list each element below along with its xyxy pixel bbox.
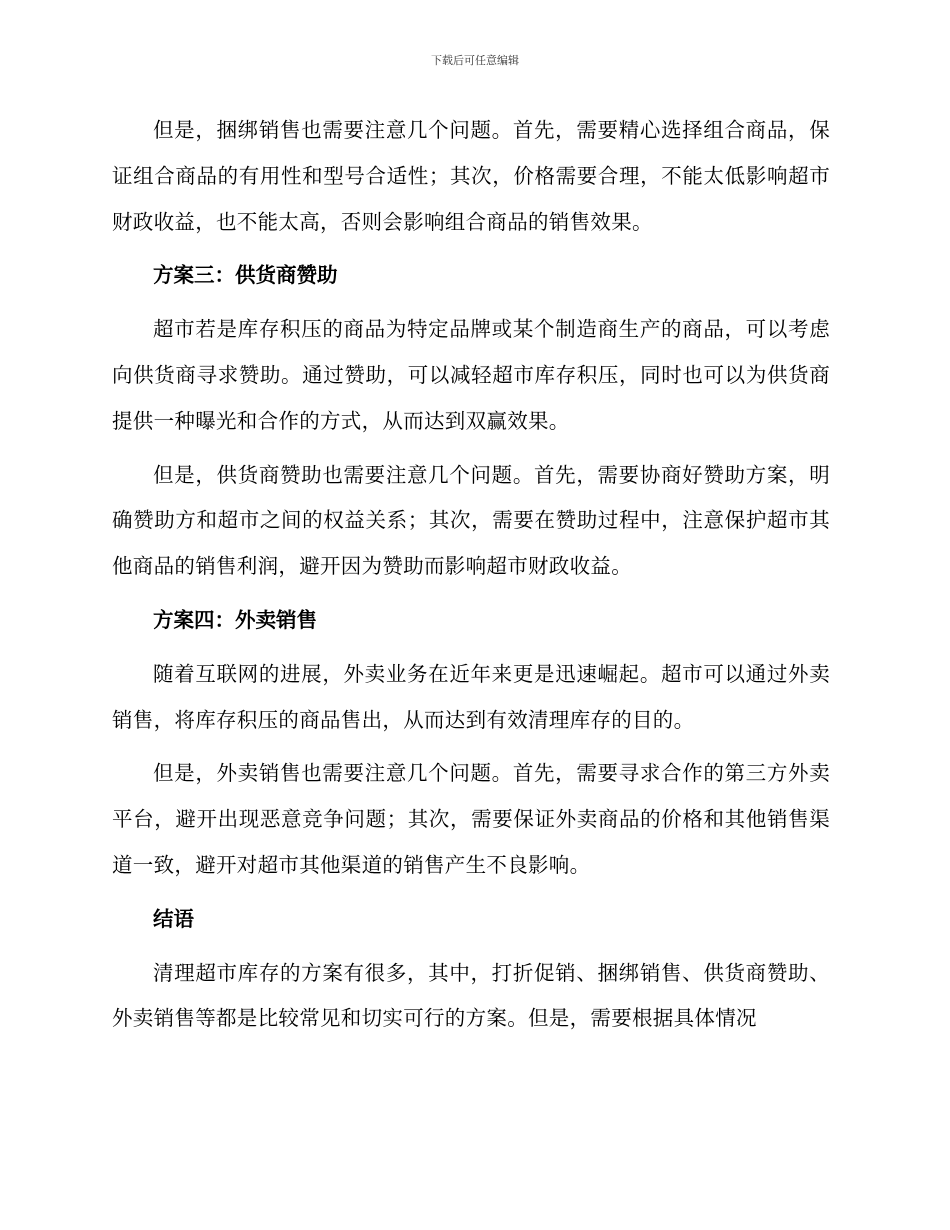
- section-heading-conclusion: 结语: [153, 906, 194, 931]
- page-header: 下载后可任意编辑: [431, 54, 519, 67]
- section-heading-supplier-sponsorship: 方案三：供货商赞助: [153, 263, 338, 288]
- paragraph-supplier-sponsorship: 超市若是库存积压的商品为特定品牌或某个制造商生产的商品，可以考虑向供货商寻求赞助。通过赞助，可以减轻超市库存积压，同时也可以为供货商提供一种曝光和合作的方式，从而达到双赢效果。: [112, 317, 830, 433]
- paragraph-bundle-sales-cautions: 但是，捆绑销售也需要注意几个问题。首先，需要精心选择组合商品，保证组合商品的有用性和型号合适性；其次，价格需要合理，不能太低影响超市财政收益，也不能太高，否则会影响组合商品的销售效果。: [112, 118, 830, 234]
- paragraph-conclusion: 清理超市库存的方案有很多，其中，打折促销、捆绑销售、供货商赞助、外卖销售等都是比较常见和切实可行的方案。但是，需要根据具体情况: [112, 960, 830, 1031]
- section-heading-takeout-sales: 方案四：外卖销售: [153, 607, 317, 632]
- paragraph-takeout-sales: 随着互联网的进展，外卖业务在近年来更是迅速崛起。超市可以通过外卖销售，将库存积压的商品售出，从而达到有效清理库存的目的。: [112, 661, 830, 732]
- paragraph-supplier-sponsorship-cautions: 但是，供货商赞助也需要注意几个问题。首先，需要协商好赞助方案，明确赞助方和超市之间的权益关系；其次，需要在赞助过程中，注意保护超市其他商品的销售利润，避开因为赞助而影响超市财政收益。: [112, 462, 830, 579]
- document-body: [112, 108, 830, 1050]
- paragraph-takeout-sales-cautions: 但是，外卖销售也需要注意几个问题。首先，需要寻求合作的第三方外卖平台，避开出现恶意竞争问题；其次，需要保证外卖商品的价格和其他销售渠道一致，避开对超市其他渠道的销售产生不良影响。: [112, 761, 830, 877]
